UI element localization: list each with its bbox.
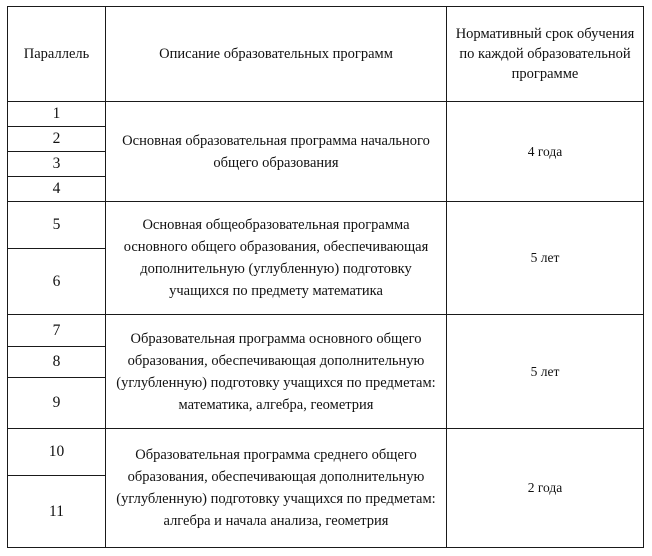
grade-cell: 2 bbox=[8, 127, 106, 152]
grade-cell: 1 bbox=[8, 102, 106, 127]
program-description: Основная общеобразовательная программа основного общего образования, обеспечивающая дополнительную (углубленную) подготовку учащихся по предмету математика bbox=[106, 202, 447, 315]
table-row bbox=[8, 429, 644, 476]
grade-cell: 7 bbox=[8, 315, 106, 347]
grade-cell: 8 bbox=[8, 347, 106, 378]
table-header-row bbox=[8, 7, 644, 102]
header-description: Описание образовательных программ bbox=[106, 7, 447, 102]
grade-cell: 3 bbox=[8, 152, 106, 177]
table-row bbox=[8, 102, 644, 127]
program-term: 4 года bbox=[447, 102, 644, 202]
grade-cell: 10 bbox=[8, 429, 106, 476]
program-description: Основная образовательная программа начального общего образования bbox=[106, 102, 447, 202]
table-row bbox=[8, 315, 644, 347]
grade-cell: 11 bbox=[8, 476, 106, 548]
grade-cell: 9 bbox=[8, 378, 106, 429]
grade-cell: 5 bbox=[8, 202, 106, 249]
grade-cell: 4 bbox=[8, 177, 106, 202]
grade-cell: 6 bbox=[8, 249, 106, 315]
program-term: 5 лет bbox=[447, 202, 644, 315]
header-term: Нормативный срок обучения по каждой образовательной программе bbox=[447, 7, 644, 102]
program-description: Образовательная программа среднего общего образования, обеспечивающая дополнительную (углубленную) подготовку учащихся по предметам: алгебра и начала анализа, геометрия bbox=[106, 429, 447, 548]
header-grade: Параллель bbox=[8, 7, 106, 102]
program-description: Образовательная программа основного общего образования, обеспечивающая дополнительную (углубленную) подготовку учащихся по предметам: математика, алгебра, геометрия bbox=[106, 315, 447, 429]
program-term: 2 года bbox=[447, 429, 644, 548]
program-term: 5 лет bbox=[447, 315, 644, 429]
education-programs-table bbox=[7, 6, 644, 548]
table-row bbox=[8, 202, 644, 249]
